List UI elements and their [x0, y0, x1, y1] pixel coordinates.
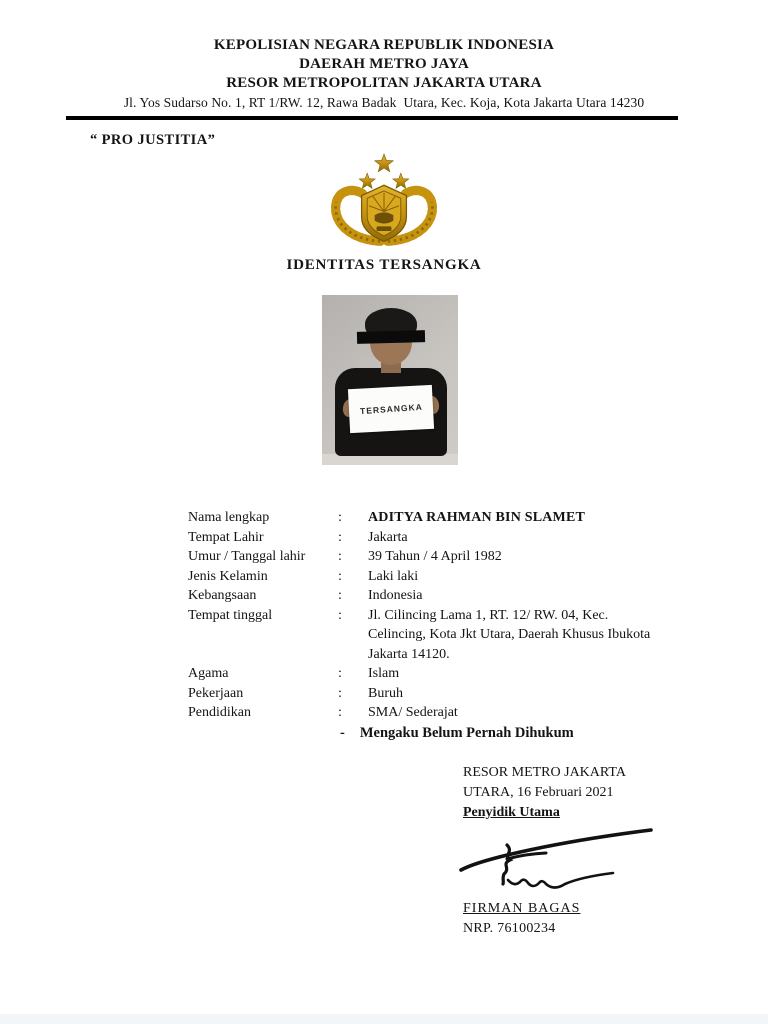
field-colon: :	[338, 529, 342, 545]
field-colon: :	[338, 549, 342, 564]
field-value: Indonesia	[368, 588, 423, 603]
statement-text: Mengaku Belum Pernah Dihukum	[359, 724, 574, 741]
suspect-photo	[322, 295, 458, 465]
pro-justitia-label: “ PRO JUSTITIA”	[90, 132, 216, 148]
letterhead-line-2: DAERAH METRO JAYA	[299, 56, 469, 72]
statement-bullet: -	[340, 724, 345, 741]
field-label: Agama	[188, 666, 229, 681]
field-row-tempat-tinggal	[188, 606, 666, 665]
field-row-jenis-kelamin	[188, 567, 666, 587]
signatory-name: FIRMAN BAGAS	[463, 901, 581, 916]
field-label: Umur / Tanggal lahir	[188, 549, 306, 564]
identity-fields	[188, 508, 666, 743]
field-colon: :	[338, 705, 342, 720]
field-colon: :	[338, 568, 342, 584]
handwritten-signature-icon	[453, 825, 658, 897]
document-title: IDENTITAS TERSANGKA	[286, 257, 482, 273]
field-row-kebangsaan	[188, 586, 666, 606]
field-colon: :	[338, 685, 342, 701]
letterhead-line-1: KEPOLISIAN NEGARA REPUBLIK INDONESIA	[213, 37, 555, 53]
letterhead-divider-rule	[66, 116, 678, 120]
field-value: Buruh	[368, 685, 403, 701]
tersangka-paper-label: TERSANGKA	[359, 401, 423, 417]
statement-line	[340, 724, 666, 744]
field-colon: :	[338, 607, 342, 623]
field-value: Islam	[368, 666, 400, 681]
field-row-tempat-lahir	[188, 528, 666, 548]
field-value: Laki laki	[368, 568, 419, 584]
field-value: 39 Tahun / 4 April 1982	[368, 549, 502, 564]
field-label: Tempat tinggal	[188, 607, 273, 623]
signatory-role: Penyidik Utama	[463, 805, 560, 820]
field-label: Pekerjaan	[188, 685, 244, 701]
letterhead	[0, 36, 768, 112]
field-row-pendidikan	[188, 703, 666, 723]
signatory-nrp: NRP. 76100234	[463, 921, 556, 936]
field-row-umur-tanggal-lahir	[188, 547, 666, 567]
field-colon: :	[338, 588, 342, 603]
signature-place-line-1: RESOR METRO JAKARTA	[463, 765, 626, 780]
page-bottom-edge	[0, 1014, 768, 1024]
field-label: Jenis Kelamin	[188, 568, 268, 584]
tersangka-paper-sign	[348, 385, 434, 433]
field-row-nama-lengkap	[188, 508, 666, 528]
police-tribrata-emblem-icon	[328, 151, 440, 255]
field-label: Kebangsaan	[188, 588, 257, 603]
field-colon: :	[338, 666, 342, 681]
signature-place-line-2: UTARA, 16 Februari 2021	[463, 785, 614, 800]
field-label: Pendidikan	[188, 705, 251, 720]
letterhead-address: Jl. Yos Sudarso No. 1, RT 1/RW. 12, Rawa Badak Utara, Kec. Koja, Kota Jakarta Utara 14230	[123, 95, 645, 110]
field-value: ADITYA RAHMAN BIN SLAMET	[368, 510, 586, 525]
field-value: SMA/ Sederajat	[368, 705, 458, 720]
eye-censor-bar	[357, 330, 425, 344]
field-label: Tempat Lahir	[188, 529, 264, 545]
signature-block	[463, 763, 683, 939]
field-label: Nama lengkap	[188, 510, 270, 525]
field-colon: :	[338, 510, 342, 525]
field-value: Jakarta	[368, 529, 408, 545]
letterhead-line-3: RESOR METROPOLITAN JAKARTA UTARA	[226, 75, 542, 91]
field-row-agama	[188, 664, 666, 684]
field-value: Jl. Cilincing Lama 1, RT. 12/ RW. 04, Kec. Celincing, Kota Jkt Utara, Daerah Khusus Ibukota Jakarta 14120.	[368, 607, 651, 662]
field-row-pekerjaan	[188, 684, 666, 704]
